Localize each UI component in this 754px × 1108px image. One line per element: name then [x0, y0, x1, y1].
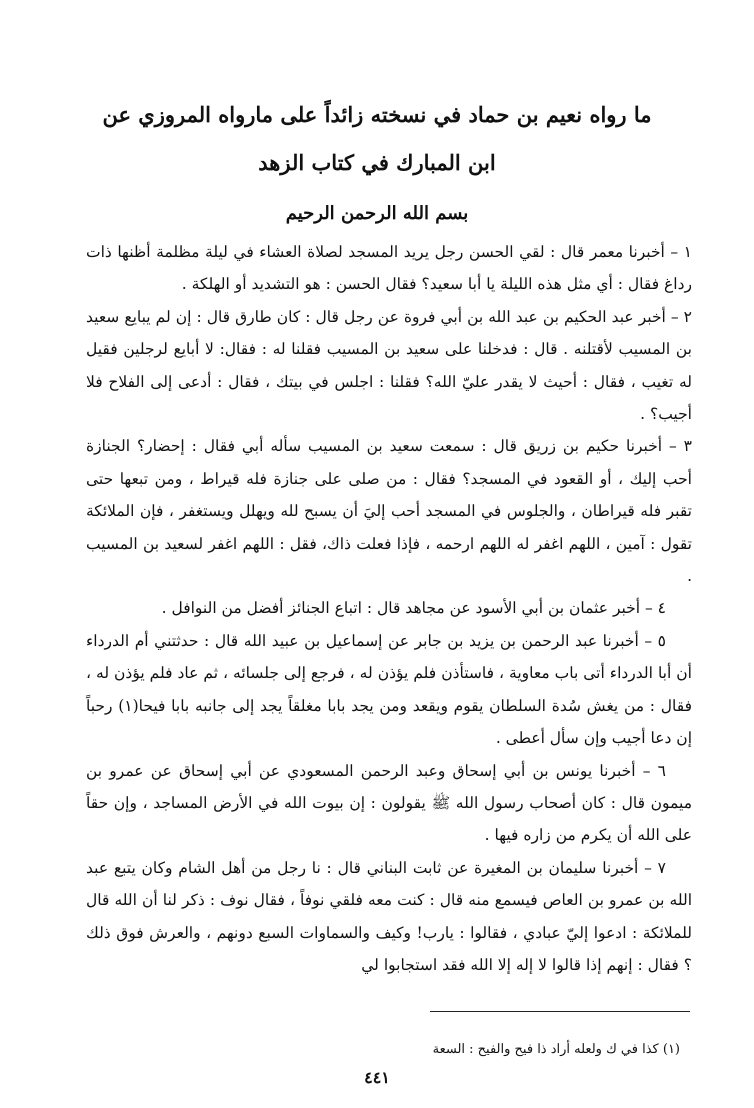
hadith-paragraph-1: ١ – أخبرنا معمر قال : لقي الحسن رجل يريد المسجد لصلاة العشاء في ليلة مظلمة أظنها ذات رداغ فقال : أي مثل هذه الليلة يا أبا سعيد؟ فقال الحسن : هو التشديد أو الهلكة .	[86, 243, 692, 294]
page-number: ٤٤١	[364, 1068, 390, 1087]
hadith-paragraph-5: ٥ – أخبرنا عبد الرحمن بن يزيد بن جابر عن إسماعيل بن عبيد الله قال : حدثتني أم الدرداء أن أبا الدرداء أتى باب معاوية ، فاستأذن فلم يؤذن له ، فرجع إلى جلسائه ، ثم عاد فلم يؤذن له ، فقال : من يغش سُدة السلطان يقوم ويقعد ومن يجد بابا مغلقاً يجد إلى جانبه بابا فيحا(١) رحباً إن دعا أجيب وإن سأل أعطى .	[86, 631, 692, 748]
chapter-title-line-1: ما رواه نعيم بن حماد في نسخته زائداً على مارواه المروزي عن	[102, 102, 652, 127]
basmala-heading: بسم الله الرحمن الرحيم	[285, 203, 469, 224]
hadith-body	[86, 236, 692, 981]
hadith-paragraph-4: ٤ – أخبر عثمان بن أبي الأسود عن مجاهد قال : اتباع الجنائز أفضل من النوافل .	[161, 599, 666, 618]
hadith-paragraph-2: ٢ – أخبر عبد الحكيم بن عبد الله بن أبي فروة عن رجل قال : كان طارق قال : إن لم يبايع سعيد بن المسيب لأقتلنه . قال : فدخلنا على سعيد بن المسيب فقلنا له : فقال: لا أبايع لرجلين فقيل له تغيب ، فقال : أحيث لا يقدر عليّ الله؟ فقلنا : اجلس في بيتك ، فقال : أدعى إلى الفلاح فلا أجيب؟ .	[86, 307, 692, 424]
hadith-paragraph-3: ٣ – أخبرنا حكيم بن زريق قال : سمعت سعيد بن المسيب سأله أبي فقال : إحضار؟ الجنازة أحب إليك ، أو القعود في المسجد؟ فقال : من صلى على جنازة فله قيراط ، ومن تبعها حتى تقبر فله قيراطان ، والجلوس في المسجد أحب إليَ أن يسبح لله ويهلل ويستغفر ، فإن الملائكة تقول : آمين ، اللهم اغفر له اللهم ارحمه ، فإذا فعلت ذاك، فقل : اللهم اغفر لسعيد بن المسيب .	[86, 437, 692, 586]
footnote: (١) كذا في ك ولعله أراد ذا فيح والفيح : السعة	[432, 1042, 680, 1057]
hadith-paragraph-6: ٦ – أخبرنا يونس بن أبي إسحاق وعبد الرحمن المسعودي عن أبي إسحاق عن عمرو بن ميمون قال : كان أصحاب رسول الله ﷺ يقولون : إن بيوت الله في الأرض المساجد ، وإن حقاً على الله أن يكرم من زاره فيها .	[86, 761, 692, 845]
hadith-paragraph-7: ٧ – أخبرنا سليمان بن المغيرة عن ثابت البناني قال : نا رجل من أهل الشام وكان يتبع عبد الله بن عمرو بن العاص فيسمع منه قال : كنت معه فلقي نوفاً ، فقال نوف : ذكر لنا أن الله قال للملائكة : ادعوا إليّ عبادي ، فقالوا : يارب! وكيف والسماوات السبع دونهم ، والعرش فوق ذلك ؟ فقال : إنهم إذا قالوا لا إله إلا الله فقد استجابوا لي	[86, 858, 692, 974]
chapter-title-line-2: ابن المبارك في كتاب الزهد	[258, 150, 496, 175]
footnote-separator	[430, 1011, 690, 1012]
